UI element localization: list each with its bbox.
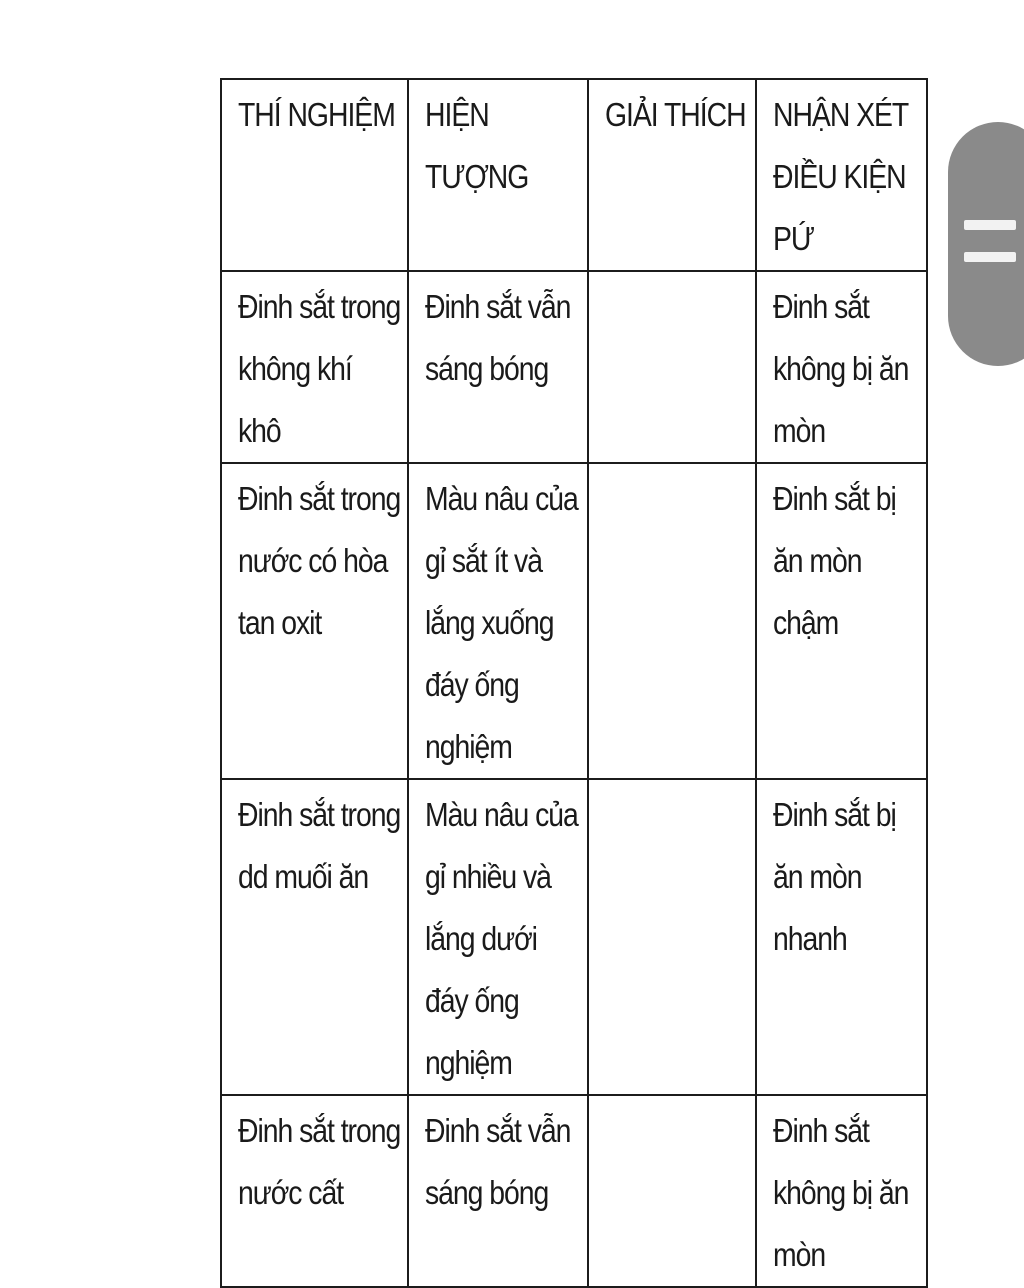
cell-text: Đinh sắt bị ăn mòn chậm xyxy=(773,480,896,641)
table-cell xyxy=(221,779,408,1095)
header-cell-remark xyxy=(756,79,927,271)
cell-text: Đinh sắt trong không khí khô xyxy=(238,288,401,449)
cell-text: Đinh sắt không bị ăn mòn xyxy=(773,1112,909,1273)
table-cell xyxy=(756,779,927,1095)
header-label: NHẬN XÉT ĐIỀU KIỆN PỨ xyxy=(773,96,908,257)
header-cell-phenomenon xyxy=(408,79,588,271)
table-cell xyxy=(588,271,756,463)
side-panel-handle[interactable] xyxy=(948,122,1024,366)
table-cell xyxy=(588,1095,756,1287)
table-cell xyxy=(588,779,756,1095)
table-row xyxy=(221,271,927,463)
table-cell xyxy=(221,271,408,463)
table-cell xyxy=(756,463,927,779)
cell-text: Đinh sắt không bị ăn mòn xyxy=(773,288,909,449)
table-cell xyxy=(588,463,756,779)
handle-bar-top xyxy=(964,220,1016,230)
table-cell xyxy=(756,1095,927,1287)
cell-text: Đinh sắt trong nước cất xyxy=(238,1112,401,1211)
header-label: HIỆN TƯỢNG xyxy=(425,96,529,195)
table-row xyxy=(221,779,927,1095)
cell-text: Đinh sắt trong dd muối ăn xyxy=(238,796,401,895)
table-cell xyxy=(756,271,927,463)
table-cell xyxy=(408,271,588,463)
cell-text: Đinh sắt vẫn sáng bóng xyxy=(425,288,571,387)
cell-text: Màu nâu của gỉ sắt ít và lắng xuống đáy ống nghiệm xyxy=(425,480,578,765)
table-cell xyxy=(408,1095,588,1287)
cell-text: Đinh sắt trong nước có hòa tan oxit xyxy=(238,480,401,641)
header-label: GIẢI THÍCH xyxy=(605,96,746,133)
table-header-row xyxy=(221,79,927,271)
table-cell xyxy=(408,779,588,1095)
table-row xyxy=(221,463,927,779)
cell-text: Đinh sắt vẫn sáng bóng xyxy=(425,1112,571,1211)
header-label: THÍ NGHIỆM xyxy=(238,96,395,133)
header-cell-explanation xyxy=(588,79,756,271)
experiment-table xyxy=(220,78,928,1288)
table-cell xyxy=(408,463,588,779)
cell-text: Đinh sắt bị ăn mòn nhanh xyxy=(773,796,896,957)
cell-text: Màu nâu của gỉ nhiều và lắng dưới đáy ống nghiệm xyxy=(425,796,578,1081)
header-cell-experiment xyxy=(221,79,408,271)
table-cell xyxy=(221,1095,408,1287)
table-cell xyxy=(221,463,408,779)
handle-bar-bottom xyxy=(964,252,1016,262)
table-row xyxy=(221,1095,927,1287)
document-sheet xyxy=(220,78,926,1288)
